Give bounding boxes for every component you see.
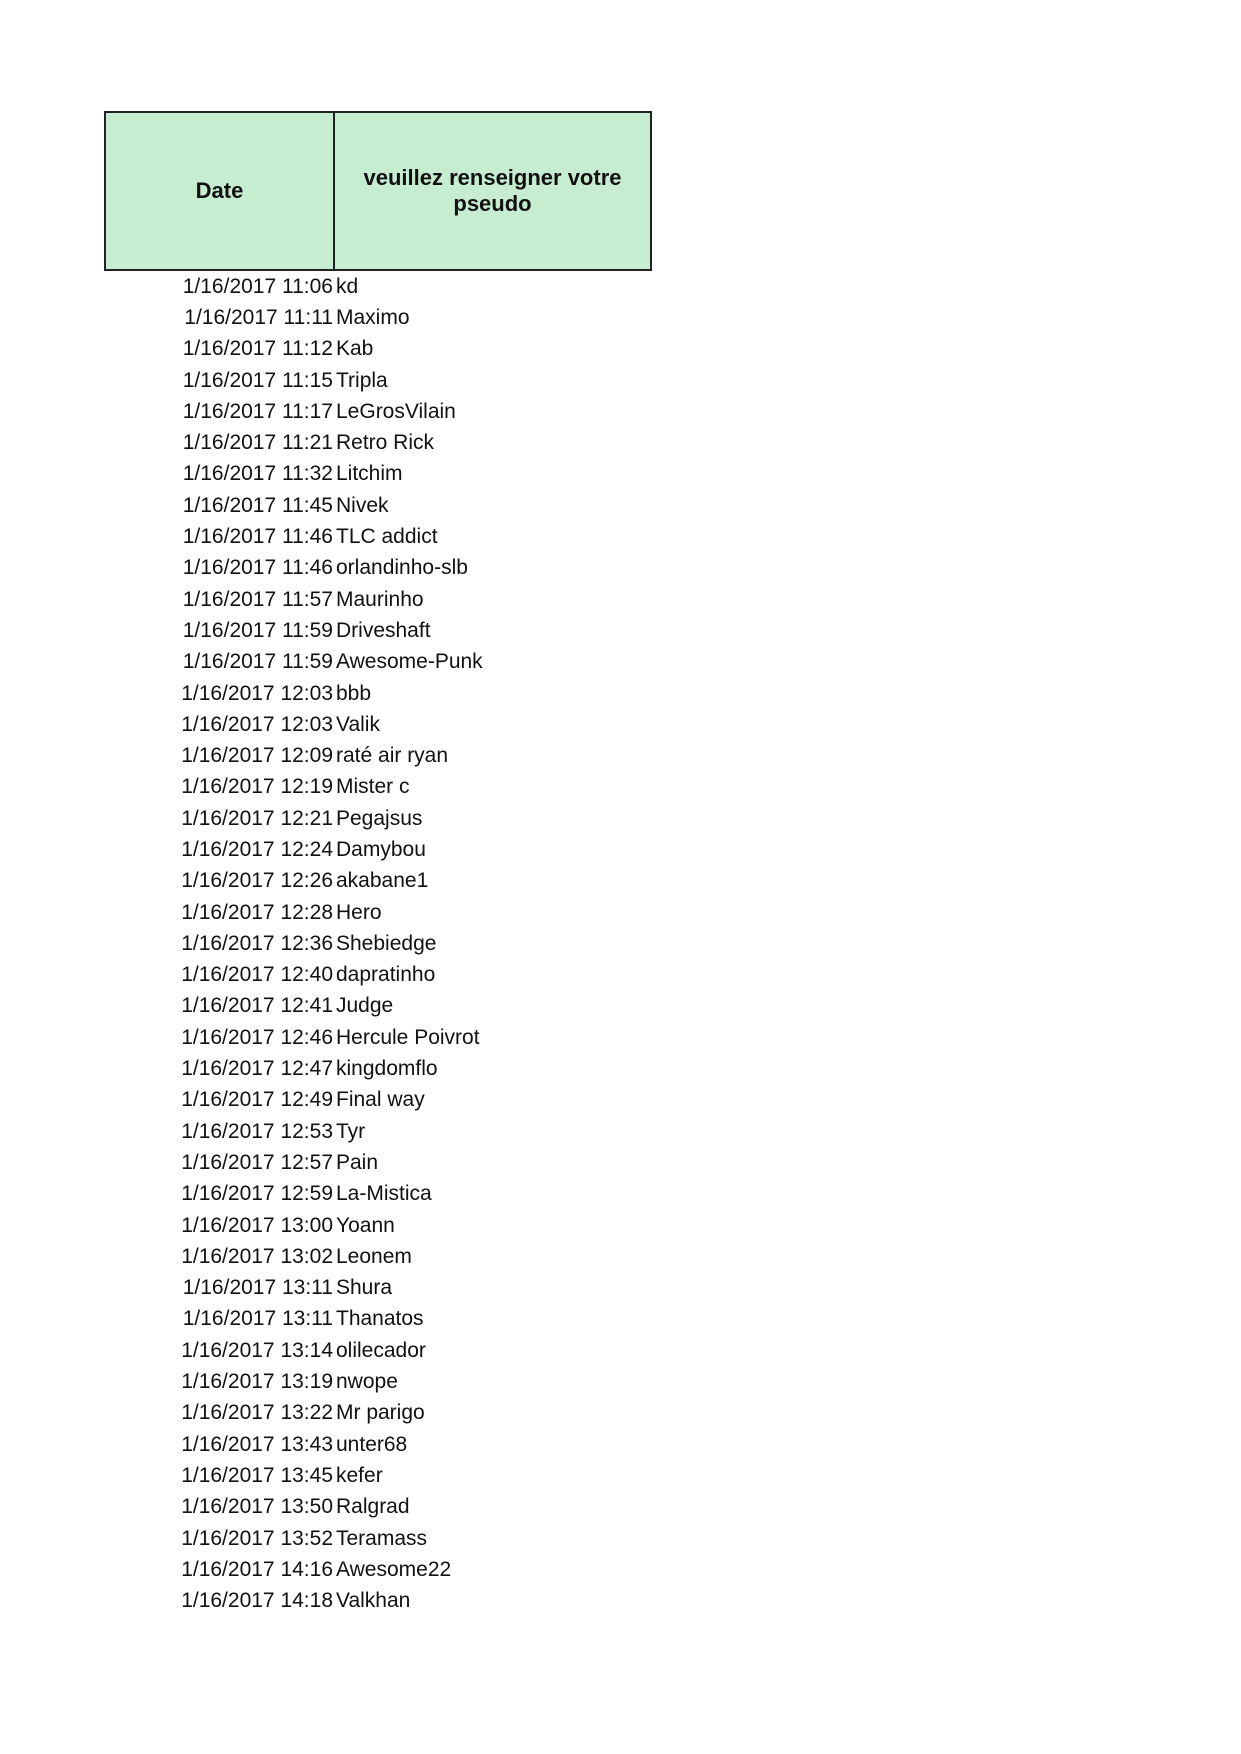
date-cell: 1/16/2017 13:11 — [182, 1276, 333, 1300]
date-cell: 1/16/2017 12:28 — [181, 900, 333, 924]
pseudo-cell: Yoann — [336, 1213, 395, 1237]
date-cell: 1/16/2017 13:19 — [181, 1370, 333, 1394]
pseudo-cell: kefer — [336, 1463, 383, 1487]
date-cell: 1/16/2017 13:45 — [181, 1463, 333, 1487]
pseudo-cell: Tripla — [336, 368, 388, 392]
pseudo-cell: Retro Rick — [336, 431, 435, 455]
pseudo-cell: Judge — [336, 994, 394, 1018]
table-row — [0, 866, 700, 897]
pseudo-cell: Tyr — [336, 1119, 366, 1143]
table-row — [0, 647, 700, 678]
date-cell: 1/16/2017 11:15 — [182, 368, 333, 392]
date-cell: 1/16/2017 12:19 — [181, 775, 333, 799]
pseudo-cell: Litchim — [336, 462, 403, 486]
table-row — [0, 1241, 700, 1272]
pseudo-cell: dapratinho — [336, 963, 436, 987]
pseudo-cell: Driveshaft — [336, 618, 431, 642]
pseudo-cell: Maurinho — [336, 587, 424, 611]
table-row — [0, 1022, 700, 1053]
table-row — [0, 834, 700, 865]
date-cell: 1/16/2017 11:06 — [182, 274, 333, 298]
table-header — [104, 111, 652, 271]
date-cell: 1/16/2017 12:09 — [181, 744, 333, 768]
date-cell: 1/16/2017 11:46 — [182, 556, 333, 580]
table-row — [0, 1273, 700, 1304]
table-row — [0, 1366, 700, 1397]
date-cell: 1/16/2017 13:02 — [181, 1244, 333, 1268]
date-cell: 1/16/2017 11:57 — [182, 587, 333, 611]
pseudo-cell: La-Mistica — [336, 1182, 432, 1206]
date-cell: 1/16/2017 11:59 — [182, 650, 333, 674]
pseudo-cell: Shura — [336, 1276, 393, 1300]
pseudo-cell: Nivek — [336, 493, 389, 517]
date-cell: 1/16/2017 12:24 — [181, 837, 333, 861]
date-cell: 1/16/2017 13:22 — [181, 1401, 333, 1425]
pseudo-cell: LeGrosVilain — [336, 399, 456, 423]
pseudo-column-header: veuillez renseigner votre pseudo — [363, 165, 622, 216]
pseudo-cell: Awesome22 — [336, 1557, 452, 1581]
pseudo-cell: Pain — [336, 1150, 379, 1174]
date-cell: 1/16/2017 11:17 — [182, 399, 333, 423]
table-row — [0, 1147, 700, 1178]
table-row — [0, 1116, 700, 1147]
date-cell: 1/16/2017 11:11 — [184, 305, 333, 329]
table-row — [0, 271, 700, 302]
table-row — [0, 991, 700, 1022]
pseudo-cell: Awesome-Punk — [336, 650, 483, 674]
table-row — [0, 1460, 700, 1491]
date-cell: 1/16/2017 13:50 — [181, 1495, 333, 1519]
date-cell: 1/16/2017 13:43 — [181, 1432, 333, 1456]
date-cell: 1/16/2017 13:52 — [181, 1526, 333, 1550]
table-row — [0, 1335, 700, 1366]
pseudo-cell: Maximo — [336, 305, 410, 329]
pseudo-cell: Ralgrad — [336, 1495, 410, 1519]
table-row — [0, 396, 700, 427]
date-cell: 1/16/2017 12:26 — [181, 869, 333, 893]
table-row — [0, 302, 700, 333]
table-row — [0, 1492, 700, 1523]
table-row — [0, 1085, 700, 1116]
table-row — [0, 1429, 700, 1460]
table-row — [0, 334, 700, 365]
date-cell: 1/16/2017 11:12 — [182, 337, 333, 361]
pseudo-cell: Kab — [336, 337, 374, 361]
date-cell: 1/16/2017 11:59 — [182, 618, 333, 642]
pseudo-cell: Mister c — [336, 775, 410, 799]
date-cell: 1/16/2017 12:03 — [181, 712, 333, 736]
date-cell: 1/16/2017 11:21 — [182, 431, 333, 455]
date-cell: 1/16/2017 12:46 — [181, 1025, 333, 1049]
table-row — [0, 1585, 700, 1616]
date-cell: 1/16/2017 12:21 — [181, 806, 333, 830]
date-cell: 1/16/2017 11:46 — [182, 525, 333, 549]
pseudo-cell: Final way — [336, 1088, 425, 1112]
pseudo-cell: olilecador — [336, 1338, 426, 1362]
pseudo-cell: TLC addict — [336, 525, 438, 549]
table-row — [0, 1523, 700, 1554]
pseudo-cell: Hercule Poivrot — [336, 1025, 480, 1049]
pseudo-cell: Leonem — [336, 1244, 412, 1268]
pseudo-cell: Pegajsus — [336, 806, 423, 830]
table-row — [0, 1053, 700, 1084]
date-cell: 1/16/2017 11:45 — [182, 493, 333, 517]
date-cell: 1/16/2017 14:18 — [181, 1589, 333, 1613]
date-cell: 1/16/2017 12:41 — [181, 994, 333, 1018]
date-cell: 1/16/2017 12:49 — [181, 1088, 333, 1112]
table-row — [0, 459, 700, 490]
table-row — [0, 521, 700, 552]
date-cell: 1/16/2017 12:57 — [181, 1150, 333, 1174]
table-row — [0, 584, 700, 615]
date-cell: 1/16/2017 12:47 — [181, 1057, 333, 1081]
table-row — [0, 615, 700, 646]
pseudo-cell: raté air ryan — [336, 744, 449, 768]
table-row — [0, 772, 700, 803]
pseudo-cell: Damybou — [336, 837, 426, 861]
pseudo-cell: akabane1 — [336, 869, 429, 893]
date-cell: 1/16/2017 14:16 — [181, 1557, 333, 1581]
table-row — [0, 803, 700, 834]
date-cell: 1/16/2017 12:36 — [181, 931, 333, 955]
date-cell: 1/16/2017 13:11 — [182, 1307, 333, 1331]
table-row — [0, 960, 700, 991]
pseudo-cell: Valik — [336, 712, 380, 736]
date-cell: 1/16/2017 12:03 — [181, 681, 333, 705]
date-cell: 1/16/2017 11:32 — [182, 462, 333, 486]
date-cell: 1/16/2017 13:00 — [181, 1213, 333, 1237]
date-column-header: Date — [106, 113, 335, 269]
pseudo-cell: bbb — [336, 681, 372, 705]
table-body — [0, 271, 700, 1617]
pseudo-cell: unter68 — [336, 1432, 408, 1456]
pseudo-cell: Teramass — [336, 1526, 428, 1550]
pseudo-cell: kd — [336, 274, 359, 298]
table-row — [0, 678, 700, 709]
table-row — [0, 1210, 700, 1241]
date-cell: 1/16/2017 12:53 — [181, 1119, 333, 1143]
pseudo-cell: kingdomflo — [336, 1057, 438, 1081]
pseudo-cell: Thanatos — [336, 1307, 424, 1331]
table-row — [0, 1398, 700, 1429]
table-row — [0, 490, 700, 521]
pseudo-cell: Hero — [336, 900, 382, 924]
table-row — [0, 427, 700, 458]
pseudo-cell: Mr parigo — [336, 1401, 425, 1425]
pseudo-cell: Shebiedge — [336, 931, 437, 955]
table-row — [0, 1179, 700, 1210]
table-row — [0, 709, 700, 740]
table-row — [0, 897, 700, 928]
pseudo-cell: orlandinho-slb — [336, 556, 468, 580]
pseudo-cell: Valkhan — [336, 1589, 411, 1613]
table-row — [0, 1554, 700, 1585]
table-row — [0, 928, 700, 959]
table-row — [0, 1304, 700, 1335]
date-cell: 1/16/2017 12:59 — [181, 1182, 333, 1206]
pseudo-cell: nwope — [336, 1370, 398, 1394]
date-cell: 1/16/2017 13:14 — [181, 1338, 333, 1362]
date-cell: 1/16/2017 12:40 — [181, 963, 333, 987]
table-row — [0, 365, 700, 396]
table-row — [0, 553, 700, 584]
table-row — [0, 740, 700, 771]
